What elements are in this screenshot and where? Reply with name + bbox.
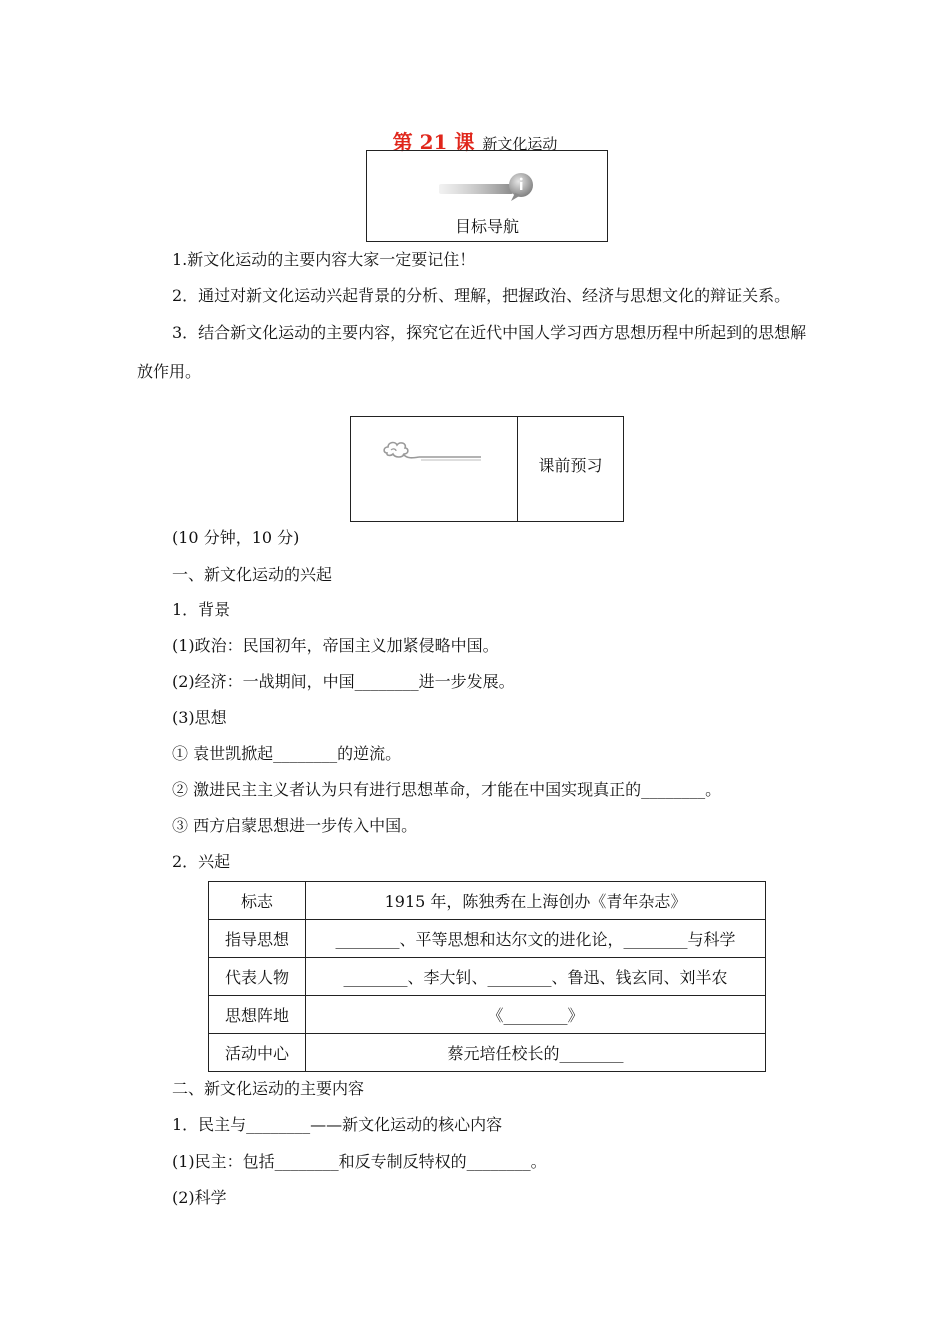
table-row xyxy=(209,958,766,996)
time-note: (10 分钟，10 分) xyxy=(172,528,300,547)
background-economy: (2)经济：一战期间，中国________进一步发展。 xyxy=(172,672,515,691)
goal-box-label: 目标导航 xyxy=(454,217,519,236)
lesson-number: 第 21 课 xyxy=(392,130,475,154)
goal-1: 1.新文化运动的主要内容大家一定要记住！ xyxy=(172,250,476,269)
thought-item-2: ② 激进民主主义者认为只有进行思想革命，才能在中国实现真正的________。 xyxy=(172,780,722,799)
table-row xyxy=(209,882,766,920)
background-politics: (1)政治：民国初年，帝国主义加紧侵略中国。 xyxy=(172,636,499,655)
background-heading: 1．背景 xyxy=(172,600,231,619)
rise-heading: 2．兴起 xyxy=(172,852,231,871)
info-bubble-icon xyxy=(439,173,535,203)
table-value: 1915 年，陈独秀在上海创办《青年杂志》 xyxy=(306,882,766,920)
table-value: 《________》 xyxy=(306,996,766,1034)
table-row xyxy=(209,1034,766,1072)
table-key: 思想阵地 xyxy=(209,996,306,1034)
goal-2: 2．通过对新文化运动兴起背景的分析、理解，把握政治、经济与思想文化的辩证关系。 xyxy=(172,286,791,305)
lesson-subtitle: 新文化运动 xyxy=(482,135,558,153)
background-thought-heading: (3)思想 xyxy=(172,708,227,727)
rise-table xyxy=(208,881,766,1072)
cloud-scroll-icon xyxy=(381,439,485,465)
content-science: (2)科学 xyxy=(172,1188,227,1207)
table-value: ________、李大钊、________、鲁迅、钱玄同、刘半农 xyxy=(306,958,766,996)
thought-item-3: ③ 西方启蒙思想进一步传入中国。 xyxy=(172,816,418,835)
table-value: 蔡元培任校长的________ xyxy=(306,1034,766,1072)
table-row xyxy=(209,996,766,1034)
section-2-heading: 二、新文化运动的主要内容 xyxy=(172,1079,365,1098)
thought-item-1: ① 袁世凯掀起________的逆流。 xyxy=(172,744,402,763)
preview-box-label: 课前预习 xyxy=(538,456,603,475)
goal-3-cont: 放作用。 xyxy=(137,362,202,381)
table-key: 标志 xyxy=(209,882,306,920)
content-democracy: (1)民主：包括________和反专制反特权的________。 xyxy=(172,1152,547,1171)
table-key: 指导思想 xyxy=(209,920,306,958)
table-key: 活动中心 xyxy=(209,1034,306,1072)
section-1-heading: 一、新文化运动的兴起 xyxy=(172,565,333,584)
table-key: 代表人物 xyxy=(209,958,306,996)
content-item-1: 1．民主与________——新文化运动的核心内容 xyxy=(172,1115,503,1134)
table-value: ________、平等思想和达尔文的进化论，________与科学 xyxy=(306,920,766,958)
table-row xyxy=(209,920,766,958)
goal-3: 3．结合新文化运动的主要内容，探究它在近代中国人学习西方思想历程中所起到的思想解 xyxy=(172,323,807,342)
goal-navigation-box xyxy=(366,150,608,242)
preview-box xyxy=(350,416,624,522)
